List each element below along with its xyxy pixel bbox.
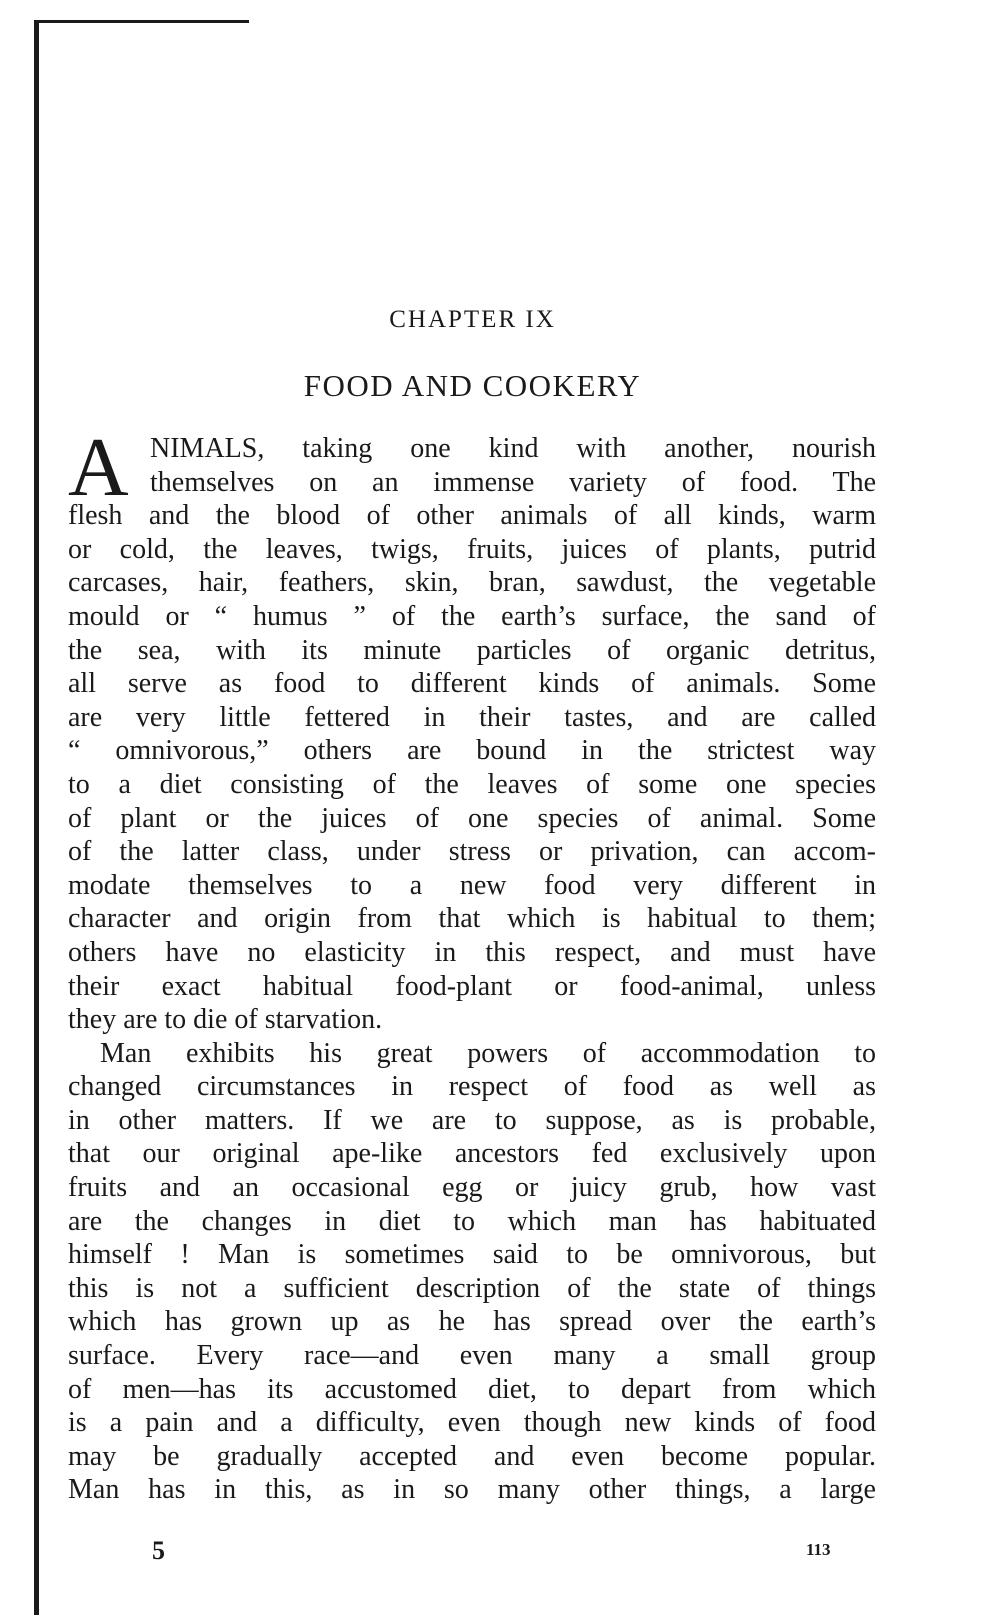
text-line: their exact habitual food-plant or food-animal, unless xyxy=(68,970,876,1002)
text-line: Man has in this, as in so many other things, a large xyxy=(68,1474,876,1506)
text-line: they are to die of starvation. xyxy=(68,1004,383,1036)
text-line: which has grown up as he has spread over the earth’s xyxy=(68,1306,876,1338)
text-line: Man exhibits his great powers of accommodation to xyxy=(100,1037,876,1069)
text-line: changed circumstances in respect of food as well as xyxy=(68,1071,876,1103)
text-line: of men—has its accustomed diet, to depart from which xyxy=(68,1373,876,1405)
text-line: are the changes in diet to which man has habituated xyxy=(68,1205,876,1237)
text-line: that our original ape-like ancestors fed exclusively upon xyxy=(68,1138,876,1170)
chapter-label: CHAPTER IX xyxy=(389,306,556,333)
text-line: modate themselves to a new food very different in xyxy=(68,869,876,901)
text-line: NIMALS, taking one kind with another, nourish xyxy=(150,433,876,464)
text-line: “ omnivorous,” others are bound in the strictest way xyxy=(68,735,876,767)
text-line: flesh and the blood of other animals of all kinds, warm xyxy=(68,500,876,532)
text-line: may be gradually accepted and even become popular. xyxy=(68,1440,876,1472)
page-border-left xyxy=(34,20,39,1615)
text-line: surface. Every race—and even many a small group xyxy=(68,1340,876,1372)
text-line: carcases, hair, feathers, skin, bran, sawdust, the vegetable xyxy=(68,567,876,599)
page-number: 113 xyxy=(806,1540,831,1559)
text-line: themselves on an immense variety of food. The xyxy=(150,466,876,498)
drop-cap: A xyxy=(68,421,129,514)
text-line: character and origin from that which is habitual to them; xyxy=(68,903,876,935)
signature-mark: 5 xyxy=(152,1536,165,1565)
text-line: in other matters. If we are to suppose, as is probable, xyxy=(68,1104,876,1136)
text-line: to a diet consisting of the leaves of some one species xyxy=(68,768,876,800)
page-border-top xyxy=(34,20,249,23)
text-line: are very little fettered in their tastes, and are called xyxy=(68,701,876,733)
text-line: or cold, the leaves, twigs, fruits, juices of plants, putrid xyxy=(68,533,876,565)
text-line: all serve as food to different kinds of animals. Some xyxy=(68,668,876,700)
text-line: the sea, with its minute particles of organic detritus, xyxy=(68,634,876,666)
body-text xyxy=(68,421,876,1507)
chapter-title: FOOD AND COOKERY xyxy=(303,368,642,403)
text-line: mould or “ humus ” of the earth’s surface, the sand of xyxy=(68,600,876,632)
text-line: this is not a sufficient description of the state of things xyxy=(68,1272,876,1304)
text-line: of the latter class, under stress or privation, can accom- xyxy=(68,836,876,868)
text-line: himself ! Man is sometimes said to be omnivorous, but xyxy=(68,1239,876,1271)
text-line: of plant or the juices of one species of animal. Some xyxy=(68,802,876,834)
text-line: fruits and an occasional egg or juicy grub, how vast xyxy=(68,1172,876,1204)
text-line: is a pain and a difficulty, even though new kinds of food xyxy=(68,1407,876,1439)
text-line: others have no elasticity in this respect, and must have xyxy=(68,936,876,968)
